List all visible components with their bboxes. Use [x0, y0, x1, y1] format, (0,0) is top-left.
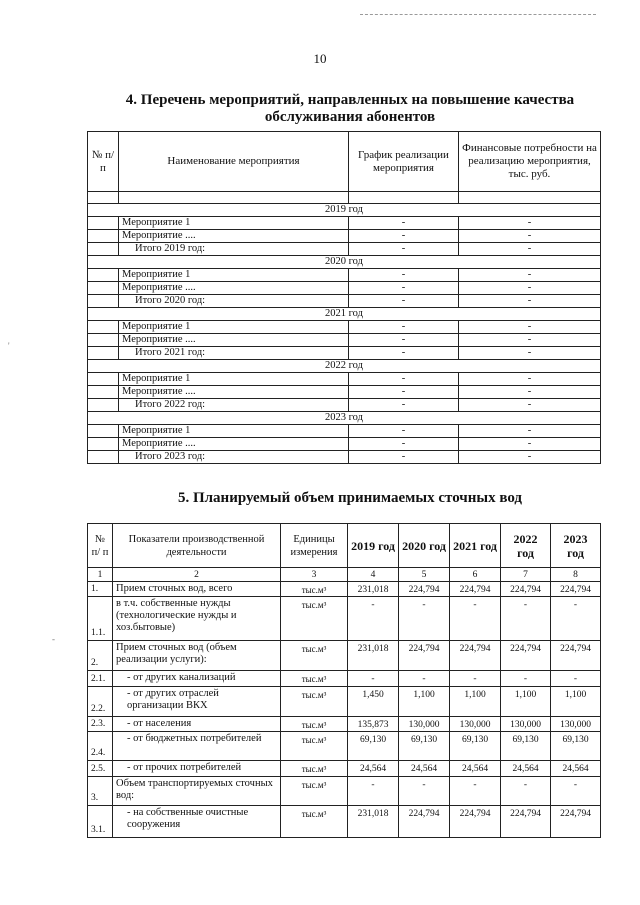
value-cell: - [551, 597, 601, 641]
unit-cell: тыс.м³ [281, 806, 348, 838]
measure-name: Мероприятие 1 [119, 321, 349, 334]
value-cell: - [348, 671, 399, 687]
unit-cell: тыс.м³ [281, 761, 348, 777]
header-schedule: График реализации мероприятия [349, 132, 459, 192]
row-number: 2.1. [88, 671, 113, 687]
row-num-cell [88, 295, 119, 308]
row-number: 1.1. [88, 597, 113, 641]
measure-row [88, 386, 601, 399]
measure-row [88, 425, 601, 438]
header-year: 2022 год [501, 524, 551, 568]
indicator-label: Прием сточных вод, всего [113, 582, 281, 597]
value-cell: 224,794 [551, 806, 601, 838]
year-row [88, 308, 601, 321]
measure-finance: - [459, 269, 601, 282]
measure-finance: - [459, 425, 601, 438]
measure-row [88, 282, 601, 295]
value-cell: - [551, 671, 601, 687]
row-num-cell [88, 347, 119, 360]
row-num-cell [88, 217, 119, 230]
value-cell: - [501, 597, 551, 641]
row-number: 2.3. [88, 717, 113, 732]
value-cell: 69,130 [348, 732, 399, 761]
header-finance: Финансовые потребности на реализацию мероприятия, тыс. руб. [459, 132, 601, 192]
value-cell: 231,018 [348, 641, 399, 671]
year-row [88, 204, 601, 217]
total-row [88, 399, 601, 412]
value-cell: - [348, 597, 399, 641]
measure-finance: - [459, 243, 601, 256]
table-row [88, 582, 601, 597]
value-cell: - [450, 597, 501, 641]
header-name: Наименование мероприятия [119, 132, 349, 192]
indicator-label: - от прочих потребителей [113, 761, 281, 777]
value-cell: 24,564 [501, 761, 551, 777]
table-row [88, 717, 601, 732]
row-number: 2.5. [88, 761, 113, 777]
indicator-label: - от других отраслей организации ВКХ [113, 687, 281, 717]
wastewater-table [87, 523, 601, 838]
measure-schedule: - [349, 243, 459, 256]
year-row [88, 412, 601, 425]
table-row [88, 671, 601, 687]
measure-finance: - [459, 282, 601, 295]
measure-name: Итого 2023 год: [119, 451, 349, 464]
year-row [88, 360, 601, 373]
measure-name: Мероприятие 1 [119, 373, 349, 386]
measure-name: Мероприятие .... [119, 438, 349, 451]
value-cell: 224,794 [501, 641, 551, 671]
value-cell: - [399, 777, 450, 806]
value-cell: 224,794 [551, 641, 601, 671]
value-cell: 224,794 [501, 806, 551, 838]
table-row [88, 732, 601, 761]
measure-row [88, 217, 601, 230]
measure-name: Мероприятие .... [119, 334, 349, 347]
value-cell: 224,794 [399, 582, 450, 597]
value-cell: 1,100 [501, 687, 551, 717]
year-label: 2023 год [88, 412, 601, 425]
page-number: 10 [313, 51, 327, 66]
value-cell: - [399, 597, 450, 641]
table-row [88, 761, 601, 777]
value-cell: 24,564 [399, 761, 450, 777]
value-cell: 224,794 [501, 582, 551, 597]
value-cell: 224,794 [399, 641, 450, 671]
header-num: № п/ п [88, 524, 113, 568]
value-cell: 69,130 [450, 732, 501, 761]
indicator-label: Объем транспортируемых сточных вод: [113, 777, 281, 806]
header-unit: Единицы измерения [281, 524, 348, 568]
measure-row [88, 373, 601, 386]
table-row [88, 597, 601, 641]
value-cell: 130,000 [501, 717, 551, 732]
measure-finance: - [459, 386, 601, 399]
row-num-cell [88, 386, 119, 399]
measure-schedule: - [349, 425, 459, 438]
header-num: № п/п [88, 132, 119, 192]
value-cell: 224,794 [399, 806, 450, 838]
measure-name: Итого 2019 год: [119, 243, 349, 256]
column-number: 6 [450, 568, 501, 582]
measures-table [87, 131, 601, 464]
row-num-cell [88, 425, 119, 438]
section4-title [90, 92, 610, 126]
measure-name: Итого 2021 год: [119, 347, 349, 360]
measure-schedule: - [349, 373, 459, 386]
measure-schedule: - [349, 438, 459, 451]
measure-schedule: - [349, 321, 459, 334]
table-row [88, 806, 601, 838]
total-row [88, 295, 601, 308]
measure-row [88, 269, 601, 282]
measure-finance: - [459, 373, 601, 386]
section5-title: 5. Планируемый объем принимаемых сточных вод [177, 490, 523, 506]
measure-schedule: - [349, 230, 459, 243]
row-num-cell [88, 230, 119, 243]
unit-cell: тыс.м³ [281, 717, 348, 732]
header-indicator: Показатели производственной деятельности [113, 524, 281, 568]
column-number: 8 [551, 568, 601, 582]
indicator-label: - от бюджетных потребителей [113, 732, 281, 761]
measure-schedule: - [349, 269, 459, 282]
measure-finance: - [459, 334, 601, 347]
section4-title-line1: 4. Перечень мероприятий, направленных на повышение качества [125, 92, 575, 108]
value-cell: 69,130 [501, 732, 551, 761]
measure-finance: - [459, 347, 601, 360]
header-year: 2021 год [450, 524, 501, 568]
measure-name: Мероприятие .... [119, 282, 349, 295]
year-label: 2019 год [88, 204, 601, 217]
measure-schedule: - [349, 399, 459, 412]
measure-schedule: - [349, 386, 459, 399]
measure-row [88, 321, 601, 334]
measure-finance: - [459, 230, 601, 243]
measures-table-header [88, 132, 601, 192]
value-cell: - [450, 777, 501, 806]
row-num-cell [88, 282, 119, 295]
row-num-cell [88, 334, 119, 347]
measure-name: Мероприятие .... [119, 230, 349, 243]
header-year: 2019 год [348, 524, 399, 568]
row-num-cell [88, 243, 119, 256]
measure-finance: - [459, 321, 601, 334]
value-cell: 69,130 [399, 732, 450, 761]
value-cell: 69,130 [551, 732, 601, 761]
row-num-cell [88, 269, 119, 282]
value-cell: 130,000 [399, 717, 450, 732]
value-cell: 224,794 [450, 582, 501, 597]
value-cell: 1,100 [399, 687, 450, 717]
measure-finance: - [459, 217, 601, 230]
value-cell: 24,564 [450, 761, 501, 777]
value-cell: 231,018 [348, 806, 399, 838]
value-cell: 135,873 [348, 717, 399, 732]
measure-schedule: - [349, 295, 459, 308]
row-num-cell [88, 438, 119, 451]
value-cell: 231,018 [348, 582, 399, 597]
value-cell: - [348, 777, 399, 806]
header-rule [360, 14, 596, 15]
indicator-label: - на собственные очистные сооружения [113, 806, 281, 838]
column-number: 5 [399, 568, 450, 582]
margin-mark: - [52, 634, 55, 644]
year-label: 2020 год [88, 256, 601, 269]
measure-finance: - [459, 399, 601, 412]
row-number: 2.4. [88, 732, 113, 761]
column-number: 2 [113, 568, 281, 582]
total-row [88, 347, 601, 360]
measure-schedule: - [349, 217, 459, 230]
value-cell: 24,564 [551, 761, 601, 777]
section4-title-line2: обслуживания абонентов [264, 109, 436, 125]
indicator-label: в т.ч. собственные нужды (технологические нужды и хоз.бытовые) [113, 597, 281, 641]
row-number: 2. [88, 641, 113, 671]
measure-schedule: - [349, 451, 459, 464]
measure-row [88, 334, 601, 347]
table-row [88, 687, 601, 717]
value-cell: 1,100 [551, 687, 601, 717]
value-cell: 224,794 [551, 582, 601, 597]
column-number: 4 [348, 568, 399, 582]
column-number: 1 [88, 568, 113, 582]
measure-schedule: - [349, 334, 459, 347]
value-cell: 224,794 [450, 806, 501, 838]
measure-schedule: - [349, 282, 459, 295]
value-cell: - [399, 671, 450, 687]
column-number: 7 [501, 568, 551, 582]
row-num-cell [88, 451, 119, 464]
total-row [88, 451, 601, 464]
table-row [88, 777, 601, 806]
value-cell: 130,000 [551, 717, 601, 732]
value-cell: 130,000 [450, 717, 501, 732]
measure-name: Мероприятие 1 [119, 217, 349, 230]
indicator-label: Прием сточных вод (объем реализации услуги): [113, 641, 281, 671]
measure-name: Мероприятие 1 [119, 269, 349, 282]
unit-cell: тыс.м³ [281, 597, 348, 641]
margin-mark: ' [8, 341, 10, 351]
indicator-label: - от населения [113, 717, 281, 732]
indicator-label: - от других канализаций [113, 671, 281, 687]
measure-finance: - [459, 295, 601, 308]
wastewater-table-header [88, 524, 601, 568]
header-year: 2023 год [551, 524, 601, 568]
header-spacer-row [88, 192, 601, 204]
value-cell: - [501, 671, 551, 687]
measure-schedule: - [349, 347, 459, 360]
total-row [88, 243, 601, 256]
row-number: 2.2. [88, 687, 113, 717]
year-label: 2021 год [88, 308, 601, 321]
value-cell: 1,450 [348, 687, 399, 717]
unit-cell: тыс.м³ [281, 777, 348, 806]
row-num-cell [88, 321, 119, 334]
row-num-cell [88, 399, 119, 412]
value-cell: 224,794 [450, 641, 501, 671]
measure-name: Мероприятие .... [119, 386, 349, 399]
unit-cell: тыс.м³ [281, 582, 348, 597]
column-number: 3 [281, 568, 348, 582]
measure-finance: - [459, 451, 601, 464]
unit-cell: тыс.м³ [281, 687, 348, 717]
value-cell: 1,100 [450, 687, 501, 717]
unit-cell: тыс.м³ [281, 671, 348, 687]
row-number: 3. [88, 777, 113, 806]
table-row [88, 641, 601, 671]
measure-row [88, 438, 601, 451]
column-number-row [88, 568, 601, 582]
measure-name: Итого 2022 год: [119, 399, 349, 412]
header-year: 2020 год [399, 524, 450, 568]
value-cell: - [450, 671, 501, 687]
measure-finance: - [459, 438, 601, 451]
measure-name: Мероприятие 1 [119, 425, 349, 438]
measure-name: Итого 2020 год: [119, 295, 349, 308]
value-cell: - [501, 777, 551, 806]
row-num-cell [88, 373, 119, 386]
unit-cell: тыс.м³ [281, 641, 348, 671]
value-cell: 24,564 [348, 761, 399, 777]
row-number: 1. [88, 582, 113, 597]
unit-cell: тыс.м³ [281, 732, 348, 761]
year-label: 2022 год [88, 360, 601, 373]
value-cell: - [551, 777, 601, 806]
year-row [88, 256, 601, 269]
row-number: 3.1. [88, 806, 113, 838]
measure-row [88, 230, 601, 243]
